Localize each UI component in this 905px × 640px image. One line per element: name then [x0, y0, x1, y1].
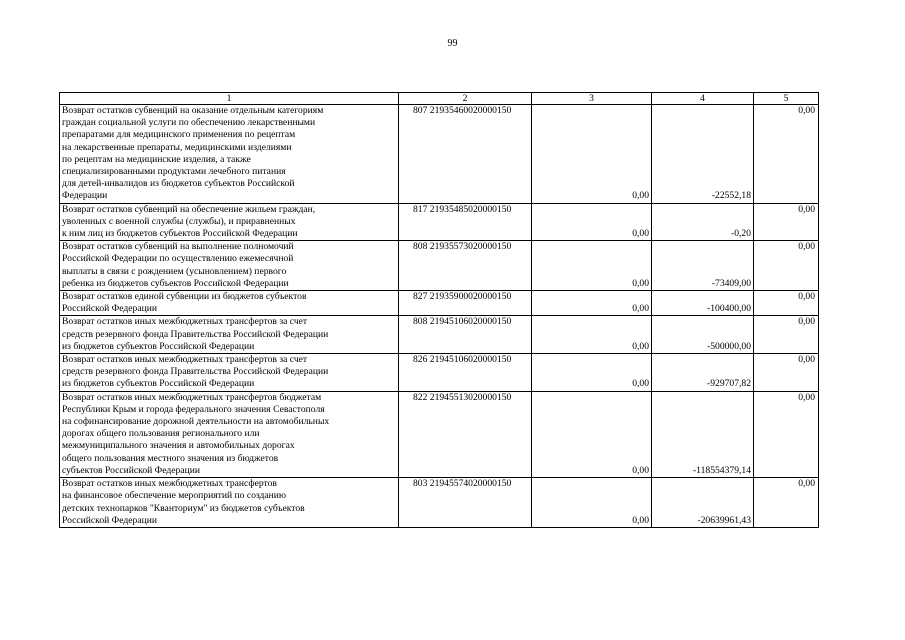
cell-col4: -100400,00: [652, 291, 754, 316]
cell-name: Возврат остатков субвенций на обеспечение жильем граждан, уволенных с военной службы (службы), и приравненных к ним лиц из бюджетов субъектов Российской Федерации: [60, 203, 399, 241]
cell-col5: 0,00: [754, 241, 819, 291]
cell-name: Возврат остатков иных межбюджетных трансфертов за счет средств резервного фонда Правительства Российской Федерации из бюджетов субъектов Российской Федерации: [60, 316, 399, 354]
table-row: [60, 203, 819, 241]
cell-col3: 0,00: [532, 478, 652, 528]
cell-code: 808 21935573020000150: [399, 241, 532, 291]
column-header-1: 1: [60, 93, 399, 105]
cell-col4: -20639961,43: [652, 478, 754, 528]
column-header-5: 5: [754, 93, 819, 105]
cell-col3: 0,00: [532, 391, 652, 477]
cell-col5: 0,00: [754, 391, 819, 477]
cell-col3: 0,00: [532, 316, 652, 354]
column-header-3: 3: [532, 93, 652, 105]
cell-col4: -118554379,14: [652, 391, 754, 477]
cell-code: 826 21945106020000150: [399, 354, 532, 392]
cell-name: Возврат остатков единой субвенции из бюджетов субъектов Российской Федерации: [60, 291, 399, 316]
table-row: [60, 105, 819, 204]
cell-col3: 0,00: [532, 241, 652, 291]
cell-col4: -929707,82: [652, 354, 754, 392]
table-row: [60, 291, 819, 316]
cell-name: Возврат остатков иных межбюджетных трансфертов на финансовое обеспечение мероприятий по созданию детских технопарков "Кванториум" из бюджетов субъектов Российской Федерации: [60, 478, 399, 528]
cell-col5: 0,00: [754, 354, 819, 392]
table-row: [60, 316, 819, 354]
column-header-4: 4: [652, 93, 754, 105]
cell-name: Возврат остатков иных межбюджетных трансфертов бюджетам Республики Крым и города федерального значения Севастополя на софинансирование дорожной деятельности на автомобильных дорогах общего пользования регионального или межмуниципального значения и автомобильных дорогах общего пользования местного значения из бюджетов субъектов Российской Федерации: [60, 391, 399, 477]
cell-col3: 0,00: [532, 105, 652, 204]
cell-col5: 0,00: [754, 478, 819, 528]
cell-col3: 0,00: [532, 354, 652, 392]
page-number: 99: [447, 38, 458, 49]
cell-code: 817 21935485020000150: [399, 203, 532, 241]
cell-col5: 0,00: [754, 105, 819, 204]
table-row: [60, 478, 819, 528]
column-header-2: 2: [399, 93, 532, 105]
cell-col4: -22552,18: [652, 105, 754, 204]
cell-col3: 0,00: [532, 291, 652, 316]
table-row: [60, 241, 819, 291]
cell-name: Возврат остатков субвенций на оказание отдельным категориям граждан социальной услуги по обеспечению лекарственными препаратами для медицинского применения по рецептам на лекарственные препараты, медицинскими изделиями по рецептам на медицинские изделия, а также специализированными продуктами лечебного питания для детей-инвалидов из бюджетов субъектов Российской Федерации: [60, 105, 399, 204]
header-row: [60, 93, 819, 105]
table-row: [60, 391, 819, 477]
cell-col4: -500000,00: [652, 316, 754, 354]
cell-col4: -73409,00: [652, 241, 754, 291]
cell-col5: 0,00: [754, 203, 819, 241]
cell-col4: -0,20: [652, 203, 754, 241]
cell-code: 807 21935460020000150: [399, 105, 532, 204]
budget-table: [59, 92, 819, 528]
cell-col5: 0,00: [754, 291, 819, 316]
cell-code: 822 21945513020000150: [399, 391, 532, 477]
cell-code: 808 21945106020000150: [399, 316, 532, 354]
cell-col3: 0,00: [532, 203, 652, 241]
cell-name: Возврат остатков иных межбюджетных трансфертов за счет средств резервного фонда Правительства Российской Федерации из бюджетов субъектов Российской Федерации: [60, 354, 399, 392]
cell-name: Возврат остатков субвенций на выполнение полномочий Российской Федерации по осуществлению ежемесячной выплаты в связи с рождением (усыновлением) первого ребенка из бюджетов субъектов Российской Федерации: [60, 241, 399, 291]
cell-code: 803 21945574020000150: [399, 478, 532, 528]
table-row: [60, 354, 819, 392]
cell-col5: 0,00: [754, 316, 819, 354]
cell-code: 827 21935900020000150: [399, 291, 532, 316]
